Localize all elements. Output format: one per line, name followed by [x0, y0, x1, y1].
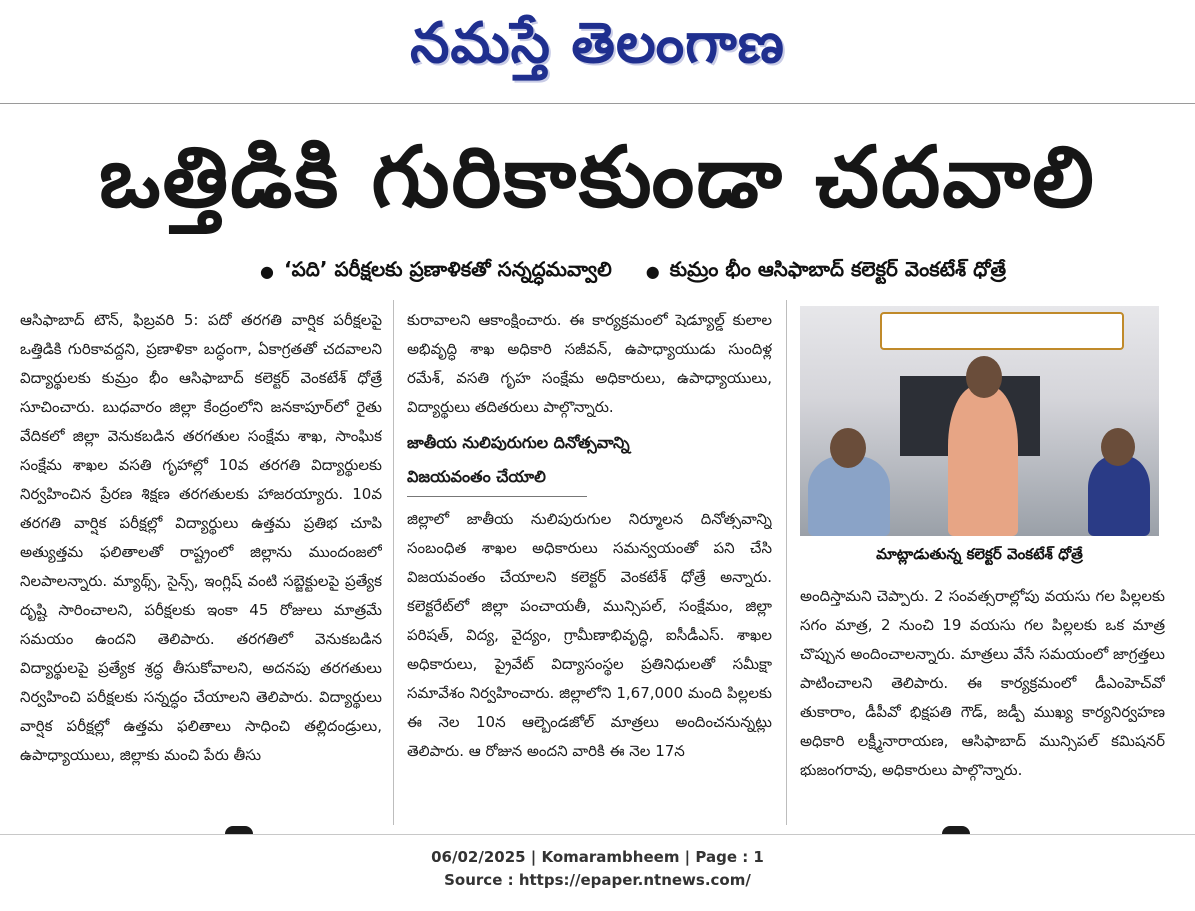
- article-headline: ఒత్తిడికి గురికాకుండా చదవాలి: [99, 132, 1096, 226]
- subheading-rule: [407, 496, 587, 497]
- photo-person-head: [830, 428, 866, 468]
- footer-divider: [0, 834, 1195, 835]
- footer-source-link[interactable]: Source : https://epaper.ntnews.com/: [444, 871, 751, 889]
- subdeck-item: కుమ్రం భీం ఆసిఫాబాద్ కలెక్టర్ వెంకటేశ్ ధోత్రే: [669, 256, 1007, 281]
- column-text: జిల్లాలో జాతీయ నులిపురుగుల నిర్మూలన దినోత్సవాన్ని సంబంధిత శాఖల అధికారులు సమన్వయంతో పని చేసి విజయవంతం చేయాలని కలెక్టర్ వెంకటేశ్ ధోత్రే అన్నారు. కలెక్టరేట్‌లో జిల్లా పంచాయతీ, మున్సిపల్, సంక్షేమం, జిల్లా పరిషత్, విద్య, వైద్యం, గ్రామీణాభివృద్ధి, ఐసీడీఎస్. శాఖల అధికారులు, ప్రైవేట్ విద్యాసంస్థల ప్రతినిధులతో సమీక్షా సమావేశం నిర్వహించారు. జిల్లాలోని 1,67,000 మంది పిల్లలకు ఈ నెల 10న ఆల్బెండజోల్ మాత్రలు అందించనున్నట్లు తెలిపారు. ఆ రోజున అందని వారికి ఈ నెల 17న: [407, 510, 772, 760]
- section-subheading: విజయవంతం చేయాలి: [407, 467, 546, 486]
- bullet-icon: ●: [260, 261, 274, 281]
- subdeck-item: ‘పది’ పరీక్షలకు ప్రణాళికతో సన్నద్ధమవ్వాలి: [283, 256, 612, 281]
- article-photo: [800, 306, 1159, 536]
- footer-date-edition: 06/02/2025 | Komarambheem | Page : 1: [431, 848, 764, 866]
- photo-caption: మాట్లాడుతున్న కలెక్టర్ వెంకటేశ్ ధోత్రే: [876, 545, 1083, 563]
- photo-person: [948, 386, 1018, 536]
- masthead-divider: [0, 103, 1195, 104]
- page-marker: [225, 826, 253, 834]
- article-column-3: [800, 582, 1165, 812]
- column-text: అందిస్తామని చెప్పారు. 2 సంవత్సరాల్లోపు వయసు గల పిల్లలకు సగం మాత్ర, 2 నుంచి 19 వయసు గల పిల్లలకు ఒక మాత్ర చొప్పున అందించాలన్నారు. మాత్రలు వేసే సమయంలో జాగ్రత్తలు పాటించాలని తెలిపారు. ఈ కార్యక్రమంలో డీఎంహెచ్‌వో తుకారాం, డీపీవో భిక్షపతి గౌడ్, జడ్పీ ముఖ్య కార్యనిర్వహణ అధికారి లక్ష్మీనారాయణ, ఆసిఫాబాద్ మున్సిపల్ కమిషనర్ భుజంగరావు, అధికారులు పాల్గొన్నారు.: [800, 587, 1165, 779]
- column-divider: [786, 300, 787, 825]
- column-text: ఆసిఫాబాద్ టౌన్, ఫిబ్రవరి 5: పదో తరగతి వార్షిక పరీక్షలపై ఒత్తిడికి గురికావద్దని, ప్రణాళికా బద్ధంగా, ఏకాగ్రతతో చదవాలని విద్యార్థులకు కుమ్రం భీం ఆసిఫాబాద్ కలెక్టర్ వెంకటేశ్ ధోత్రే సూచించారు. బుధవారం జిల్లా కేంద్రంలోని జనకాపూర్‌లో రైతు వేదికలో జిల్లా వెనుకబడిన తరగతుల సంక్షేమ శాఖ, సాంఘిక సంక్షేమ శాఖల వసతి గృహాల్లో 10వ తరగతి విద్యార్థులకు నిర్వహించిన ప్రేరణ శిక్షణ తరగతులకు హాజరయ్యారు. 10వ తరగతి వార్షిక పరీక్షల్లో విద్యార్థులు ఉత్తమ ప్రతిభ చూపి అత్యుత్తమ ఫలితాలతో రాష్ట్రంలో జిల్లాను ముందంజలో నిలపాలన్నారు. మ్యాథ్స్, సైన్స్, ఇంగ్లిష్ వంటి సబ్జెక్టులపై ప్రత్యేక దృష్టి సారించాలని, పరీక్షలకు ఇంకా 45 రోజులు మాత్రమే సమయం ఉందని తెలిపారు. తరగతిలో వెనుకబడిన విద్యార్థులపై ప్రత్యేక శ్రద్ధ తీసుకోవాలని, అదనపు తరగతులు నిర్వహించి పరీక్షలకు సన్నద్ధం చేయాలని తెలిపారు. విద్యార్థులు వార్షిక పరీక్షల్లో ఉత్తమ ఫలితాలు సాధించి తల్లిదండ్రులు, ఉపాధ్యాయులు, జిల్లాకు మంచి పేరు తీసు: [20, 311, 382, 764]
- photo-banner: [880, 312, 1124, 350]
- photo-person: [1088, 456, 1150, 536]
- photo-person-head: [1101, 428, 1135, 466]
- article-subdeck: [260, 254, 1190, 288]
- photo-person-head: [966, 356, 1002, 398]
- article-column-1: [20, 306, 382, 826]
- newspaper-logo: నమస్తే తెలంగాణ: [410, 10, 785, 76]
- article-column-2: [407, 306, 772, 826]
- column-text: కురావాలని ఆకాంక్షించారు. ఈ కార్యక్రమంలో షెడ్యూల్డ్ కులాల అభివృద్ధి శాఖ అధికారి సజీవన్, ఉపాధ్యాయుడు సుందిళ్ల రమేశ్, వసతి గృహ సంక్షేమ అధికారులు, ఉపాధ్యాయులు, విద్యార్థులు తదితరులు పాల్గొన్నారు.: [407, 311, 772, 416]
- bullet-icon: ●: [645, 261, 660, 281]
- page-footer: [0, 846, 1195, 896]
- masthead: [0, 0, 1195, 100]
- column-divider: [393, 300, 394, 825]
- photo-person: [808, 456, 890, 536]
- page-marker: [942, 826, 970, 834]
- section-subheading: జాతీయ నులిపురుగుల దినోత్సవాన్ని: [407, 433, 630, 452]
